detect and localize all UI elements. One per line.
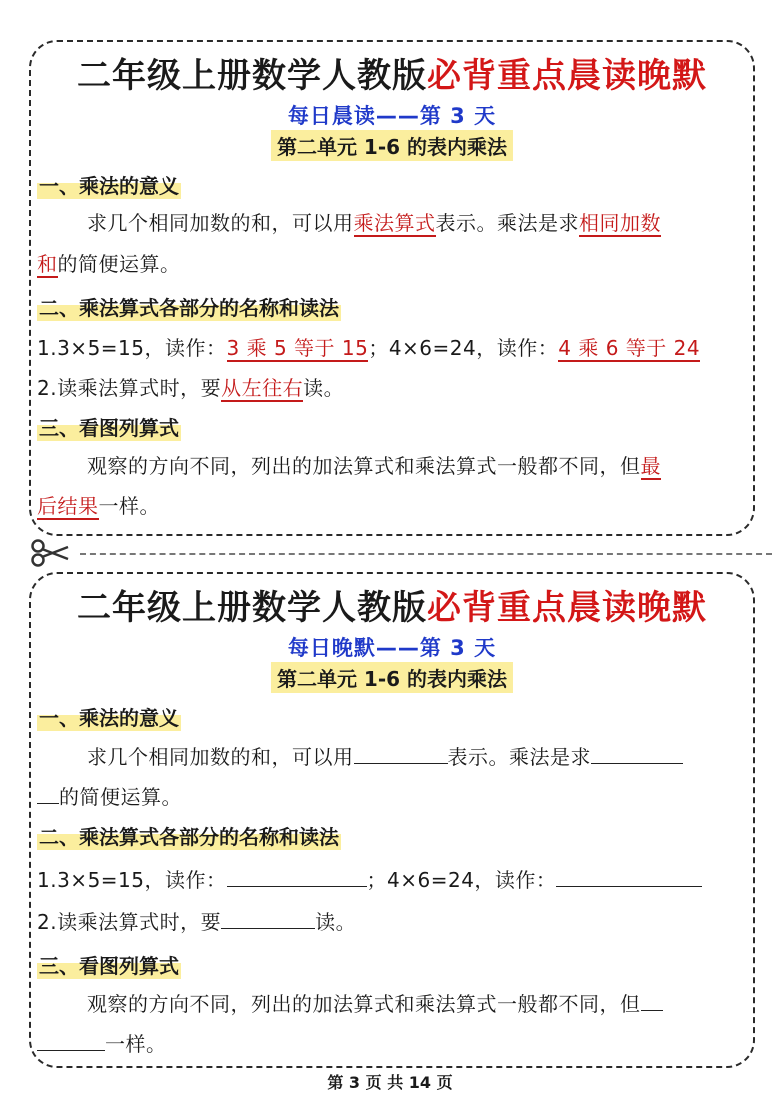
answer-blank[interactable]: [221, 910, 315, 929]
section-heading-2: 二、乘法算式各部分的名称和读法: [37, 821, 341, 850]
section-3-line-2: 一样。: [37, 1028, 167, 1057]
section-1-line-2: 的简便运算。: [37, 781, 182, 810]
answer-highlight: 相同加数: [579, 211, 661, 235]
title-highlight: 必背重点晨读晚默: [427, 588, 707, 628]
evening-dictation-card: [29, 572, 755, 1068]
answer-highlight: 从左往右: [221, 376, 304, 400]
answer-highlight: 后结果: [37, 494, 99, 518]
card-title: [31, 580, 753, 629]
answer-blank[interactable]: [556, 868, 702, 887]
section-2-line-2: 2.读乘法算式时，要 读。: [37, 910, 357, 934]
title-main: 二年级上册数学人教版: [77, 56, 427, 96]
cut-line: [80, 553, 772, 555]
section-heading-3: 三、看图列算式: [37, 950, 181, 979]
answer-blank[interactable]: [641, 992, 663, 1011]
page-number: 第 3 页 共 14 页: [327, 1073, 453, 1092]
section-1-line-1: 求几个相同加数的和，可以用乘法算式表示。乘法是求相同加数: [87, 211, 661, 235]
answer-highlight: 乘法算式: [353, 211, 436, 235]
section-heading-2: 二、乘法算式各部分的名称和读法: [37, 292, 341, 321]
answer-blank[interactable]: [227, 868, 367, 887]
scissors-icon: [30, 538, 70, 568]
answer-blank[interactable]: [37, 1032, 105, 1051]
section-heading-1: 一、乘法的意义: [37, 702, 181, 731]
morning-reading-card: [29, 40, 755, 536]
answer-blank[interactable]: [354, 745, 448, 764]
section-1-line-1: 求几个相同加数的和，可以用 表示。乘法是求: [87, 741, 683, 770]
title-highlight: 必背重点晨读晚默: [427, 56, 707, 96]
section-2-line-2: 2.读乘法算式时，要从左往右读。: [37, 376, 345, 400]
unit-title: 第二单元 1-6 的表内乘法: [271, 662, 513, 693]
answer-highlight: 3 乘 5 等于 15: [226, 336, 369, 360]
section-3-line-1: 观察的方向不同，列出的加法算式和乘法算式一般都不同，但: [87, 988, 663, 1017]
section-heading-3: 三、看图列算式: [37, 412, 181, 441]
section-1-line-2: 和的简便运算。: [37, 252, 181, 276]
answer-highlight: 最: [640, 454, 661, 478]
section-heading-1: 一、乘法的意义: [37, 170, 181, 199]
answer-blank[interactable]: [37, 785, 59, 804]
card-subtitle: 每日晚默——第 3 天: [287, 636, 497, 660]
card-title: [31, 48, 753, 97]
section-3-line-1: 观察的方向不同，列出的加法算式和乘法算式一般都不同，但最: [87, 454, 661, 478]
answer-highlight: 和: [37, 252, 58, 276]
section-2-line-1: 1.3×5=15，读作： ；4×6=24，读作：: [37, 864, 702, 893]
title-main: 二年级上册数学人教版: [77, 588, 427, 628]
answer-blank[interactable]: [591, 745, 683, 764]
card-subtitle: 每日晨读——第 3 天: [287, 104, 497, 128]
unit-title: 第二单元 1-6 的表内乘法: [271, 130, 513, 161]
section-2-line-1: 1.3×5=15，读作：3 乘 5 等于 15；4×6=24，读作：4 乘 6 等于 24: [37, 336, 701, 360]
section-3-line-2: 后结果一样。: [37, 494, 160, 518]
answer-highlight: 4 乘 6 等于 24: [558, 336, 701, 360]
